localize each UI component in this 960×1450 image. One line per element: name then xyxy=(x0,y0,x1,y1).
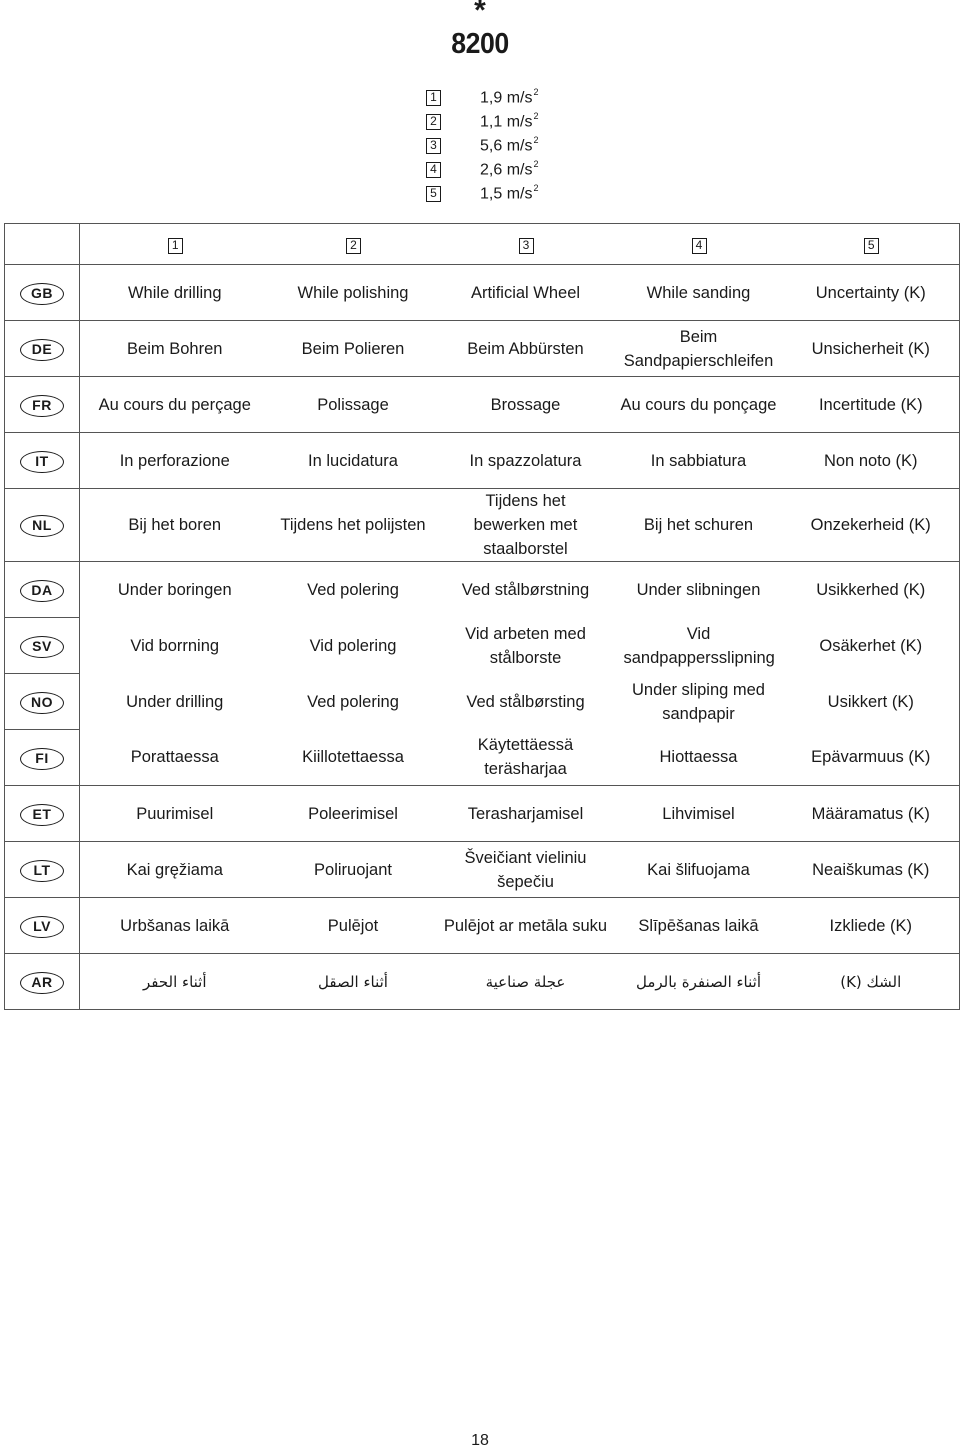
column-header: 1 xyxy=(80,224,270,265)
page-number: 18 xyxy=(471,1432,489,1449)
table-cell: Poliruojant xyxy=(270,842,437,898)
number-box: 1 xyxy=(426,90,441,106)
table-cell: Lihvimisel xyxy=(615,786,783,842)
table-cell: Beim Polieren xyxy=(270,321,437,377)
table-cell: While polishing xyxy=(270,265,437,321)
table-row xyxy=(5,674,960,730)
language-code: FI xyxy=(5,730,80,786)
table-cell: Tijdens het polijsten xyxy=(270,489,437,562)
table-cell: Under sliping med sandpapir xyxy=(632,680,765,723)
table-cell: Osäkerhet (K) xyxy=(783,618,960,674)
table-cell: Au cours du perçage xyxy=(80,377,270,433)
vibration-value: 2,6 $m/s^2$ xyxy=(480,159,539,179)
table-cell: Vid sandpappersslipning xyxy=(623,624,775,667)
table-cell: أثناء الصنفرة بالرمل xyxy=(615,954,783,1010)
table-cell: Polissage xyxy=(270,377,437,433)
table-row xyxy=(5,786,960,842)
table-cell: Usikkert (K) xyxy=(783,674,960,730)
table-row xyxy=(5,842,960,898)
language-code: DA xyxy=(5,562,80,618)
table-cell: الشك (K) xyxy=(783,954,960,1010)
table-row xyxy=(5,433,960,489)
table-cell: Kiillotettaessa xyxy=(270,730,437,786)
table-cell: Käytettäessä teräsharjaa xyxy=(437,730,615,786)
table-cell: Pulējot xyxy=(270,898,437,954)
column-header: 2 xyxy=(270,224,437,265)
table-cell: While sanding xyxy=(615,265,783,321)
table-cell: Onzekerheid (K) xyxy=(783,489,960,562)
table-cell: أثناء الحفر xyxy=(80,954,270,1010)
table-row xyxy=(5,730,960,786)
language-code: LV xyxy=(5,898,80,954)
language-code: LT xyxy=(5,842,80,898)
table-row xyxy=(5,265,960,321)
table-cell: Slīpēšanas laikā xyxy=(615,898,783,954)
language-code: DE xyxy=(5,321,80,377)
table-cell: Artificial Wheel xyxy=(437,265,615,321)
vibration-value-row xyxy=(425,158,625,182)
language-header-cell xyxy=(5,224,80,265)
table-cell: Au cours du ponçage xyxy=(615,377,783,433)
table-cell: Under drilling xyxy=(126,692,224,711)
table-cell: Bij het boren xyxy=(80,489,270,562)
table-cell: Hiottaessa xyxy=(615,730,783,786)
language-code: FR xyxy=(5,377,80,433)
table-row xyxy=(5,377,960,433)
column-header: 5 xyxy=(783,224,960,265)
table-cell: In perforazione xyxy=(80,433,270,489)
table-cell: Ved polering xyxy=(307,692,399,711)
table-cell: Under boringen xyxy=(80,562,270,618)
language-code: SV xyxy=(5,618,80,674)
table-cell: Tijdens het bewerken met staalborstel xyxy=(437,489,615,562)
vibration-value-row xyxy=(425,110,625,134)
vibration-value-row xyxy=(425,182,625,206)
vibration-value: 1,1 $m/s^2$ xyxy=(480,111,539,131)
table-cell: In spazzolatura xyxy=(437,433,615,489)
vibration-value-row xyxy=(425,86,625,110)
table-row xyxy=(5,618,960,674)
table-cell: Ved stålbørsting xyxy=(466,692,585,711)
language-code: IT xyxy=(5,433,80,489)
table-cell: Beim Sandpapierschleifen xyxy=(615,321,783,377)
table-row xyxy=(5,898,960,954)
vibration-value: 1,5 $m/s^2$ xyxy=(480,183,539,203)
table-cell: Unsicherheit (K) xyxy=(783,321,960,377)
table-cell: Usikkerhed (K) xyxy=(783,562,960,618)
table-cell: In sabbiatura xyxy=(615,433,783,489)
language-code: GB xyxy=(5,265,80,321)
number-box: 5 xyxy=(426,186,441,202)
table-row xyxy=(5,321,960,377)
table-cell: Incertitude (K) xyxy=(783,377,960,433)
number-box: 4 xyxy=(426,162,441,178)
table-cell: Non noto (K) xyxy=(783,433,960,489)
translation-table xyxy=(4,223,960,1010)
table-cell: Beim Abbürsten xyxy=(437,321,615,377)
language-code: AR xyxy=(5,954,80,1010)
table-cell: Under slibningen xyxy=(615,562,783,618)
table-cell: Šveičiant vieliniu šepečiu xyxy=(437,842,615,898)
table-cell: In lucidatura xyxy=(270,433,437,489)
number-box: 2 xyxy=(426,114,441,130)
table-cell: Vid polering xyxy=(309,636,397,655)
column-header-row xyxy=(5,224,960,265)
table-cell: Terasharjamisel xyxy=(437,786,615,842)
table-cell: Porattaessa xyxy=(80,730,270,786)
language-code: NO xyxy=(5,674,80,730)
table-cell: Ved stålbørstning xyxy=(437,562,615,618)
asterisk-mark: * xyxy=(474,0,486,27)
language-code: ET xyxy=(5,786,80,842)
table-cell: Epävarmuus (K) xyxy=(783,730,960,786)
table-cell: عجلة صناعية xyxy=(437,954,615,1010)
language-code: NL xyxy=(5,489,80,562)
table-cell: Brossage xyxy=(437,377,615,433)
table-cell: Izkliede (K) xyxy=(783,898,960,954)
table-cell: أثناء الصقل xyxy=(270,954,437,1010)
table-cell: Bij het schuren xyxy=(615,489,783,562)
model-number: 8200 xyxy=(451,28,509,60)
table-cell: Beim Bohren xyxy=(80,321,270,377)
table-cell: Uncertainty (K) xyxy=(783,265,960,321)
table-cell: Poleerimisel xyxy=(270,786,437,842)
column-header: 3 xyxy=(437,224,615,265)
column-header: 4 xyxy=(615,224,783,265)
table-cell: Määramatus (K) xyxy=(783,786,960,842)
table-cell: Pulējot ar metāla suku xyxy=(437,898,615,954)
vibration-value-row xyxy=(425,134,625,158)
vibration-value: 5,6 $m/s^2$ xyxy=(480,135,539,155)
table-cell: While drilling xyxy=(80,265,270,321)
number-box: 3 xyxy=(426,138,441,154)
vibration-value: 1,9 $m/s^2$ xyxy=(480,87,539,107)
table-cell: Vid borrning xyxy=(130,636,220,655)
table-cell: Ved polering xyxy=(270,562,437,618)
table-row xyxy=(5,562,960,618)
vibration-values-list xyxy=(425,86,625,206)
table-row xyxy=(5,954,960,1010)
table-cell: Puurimisel xyxy=(80,786,270,842)
table-cell: Kai gręžiama xyxy=(80,842,270,898)
table-cell: Kai šlifuojama xyxy=(615,842,783,898)
table-cell: Neaiškumas (K) xyxy=(783,842,960,898)
table-cell: Urbšanas laikā xyxy=(80,898,270,954)
table-row xyxy=(5,489,960,562)
table-cell: Vid arbeten med stålborste xyxy=(465,624,586,667)
